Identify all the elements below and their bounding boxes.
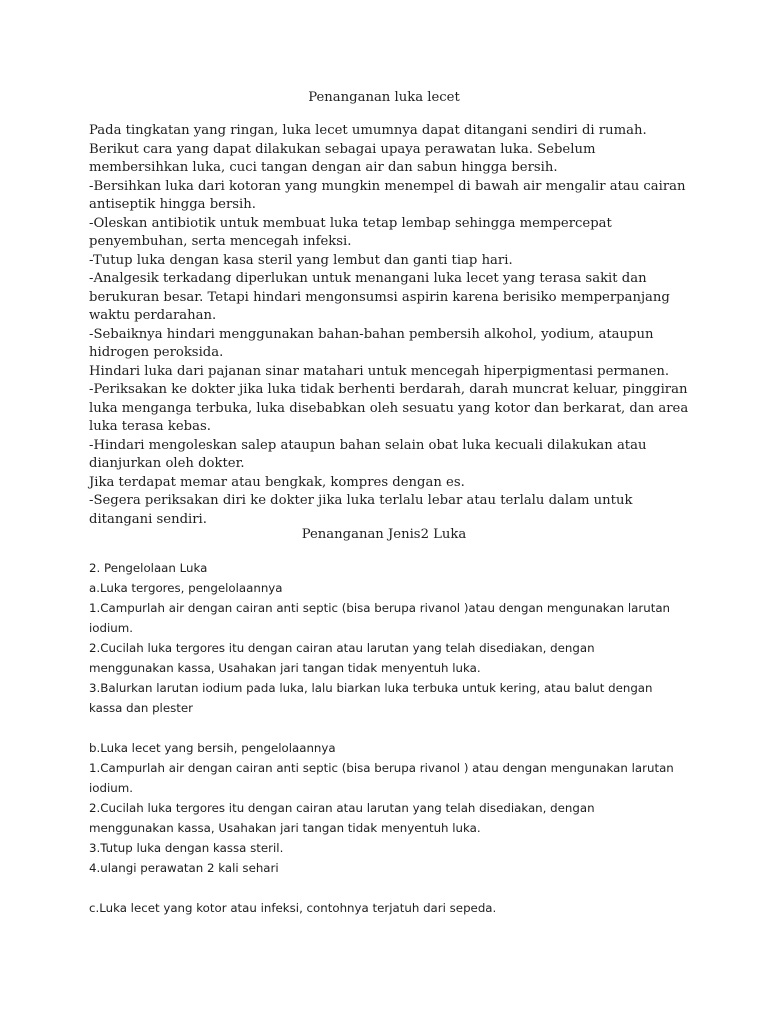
list-item: 1.Campurlah air dengan cairan anti septic (bisa berupa rivanol )atau dengan mengunakan larutan iodium.	[89, 601, 671, 635]
list-item: 4.ulangi perawatan 2 kali sehari	[89, 861, 279, 875]
section-pengelolaan	[89, 558, 679, 718]
paragraph: -Analgesik terkadang diperlukan untuk menangani luka lecet yang terasa sakit dan berukuran besar. Tetapi hindari mengonsumsi aspirin karena berisiko memperpanjang waktu perdarahan.	[89, 271, 670, 323]
subsection-heading: c.Luka lecet yang kotor atau infeksi, contohnya terjatuh dari sepeda.	[89, 901, 497, 915]
list-item: 2.Cucilah luka tergores itu dengan cairan atau larutan yang telah disediakan, dengan menggunakan kassa, Usahakan jari tangan tidak menyentuh luka.	[89, 641, 595, 675]
paragraph: Pada tingkatan yang ringan, luka lecet umumnya dapat ditangani sendiri di rumah. Berikut cara yang dapat dilakukan sebagai upaya perawatan luka. Sebelum membersihkan luka, cuci tangan dengan air dan sabun hingga bersih.	[89, 123, 647, 175]
paragraph: Jika terdapat memar atau bengkak, kompres dengan es.	[89, 474, 465, 490]
document-title: Penanganan luka lecet	[308, 90, 460, 105]
paragraph: -Sebaiknya hindari menggunakan bahan-bahan pembersih alkohol, yodium, ataupun hidrogen peroksida.	[89, 326, 654, 360]
subsection-heading: a.Luka tergores, pengelolaannya	[89, 581, 283, 595]
list-item: 3.Balurkan larutan iodium pada luka, lalu biarkan luka terbuka untuk kering, atau balut dengan kassa dan plester	[89, 681, 653, 715]
paragraph: Hindari luka dari pajanan sinar matahari untuk mencegah hiperpigmentasi permanen.	[89, 363, 670, 379]
paragraph: -Tutup luka dengan kasa steril yang lembut dan ganti tiap hari.	[89, 252, 513, 268]
list-item: 2.Cucilah luka tergores itu dengan cairan atau larutan yang telah disediakan, dengan menggunakan kassa, Usahakan jari tangan tidak menyentuh luka.	[89, 801, 595, 835]
list-item: 1.Campurlah air dengan cairan anti septic (bisa berupa rivanol ) atau dengan mengunakan larutan iodium.	[89, 761, 674, 795]
section-heading: 2. Pengelolaan Luka	[89, 561, 208, 575]
section-luka-lecet-kotor	[89, 898, 679, 918]
paragraph: -Hindari mengoleskan salep ataupun bahan selain obat luka kecuali dilakukan atau dianjurkan oleh dokter.	[89, 437, 647, 471]
list-item: 3.Tutup luka dengan kassa steril.	[89, 841, 284, 855]
paragraph: -Segera periksakan diri ke dokter jika luka terlalu lebar atau terlalu dalam untuk ditangani sendiri.	[89, 493, 633, 527]
section-title: Penanganan Jenis2 Luka	[301, 527, 467, 542]
intro-body	[89, 122, 689, 529]
paragraph: -Bersihkan luka dari kotoran yang mungkin menempel di bawah air mengalir atau cairan antiseptik hingga bersih.	[89, 178, 686, 212]
subsection-heading: b.Luka lecet yang bersih, pengelolaannya	[89, 741, 336, 755]
section-luka-lecet-bersih	[89, 738, 679, 878]
paragraph: -Oleskan antibiotik untuk membuat luka tetap lembap sehingga mempercepat penyembuhan, serta mencegah infeksi.	[89, 215, 612, 249]
paragraph: -Periksakan ke dokter jika luka tidak berhenti berdarah, darah muncrat keluar, pinggiran luka menganga terbuka, luka disebabkan oleh sesuatu yang kotor dan berkarat, dan area luka terasa kebas.	[89, 382, 689, 434]
